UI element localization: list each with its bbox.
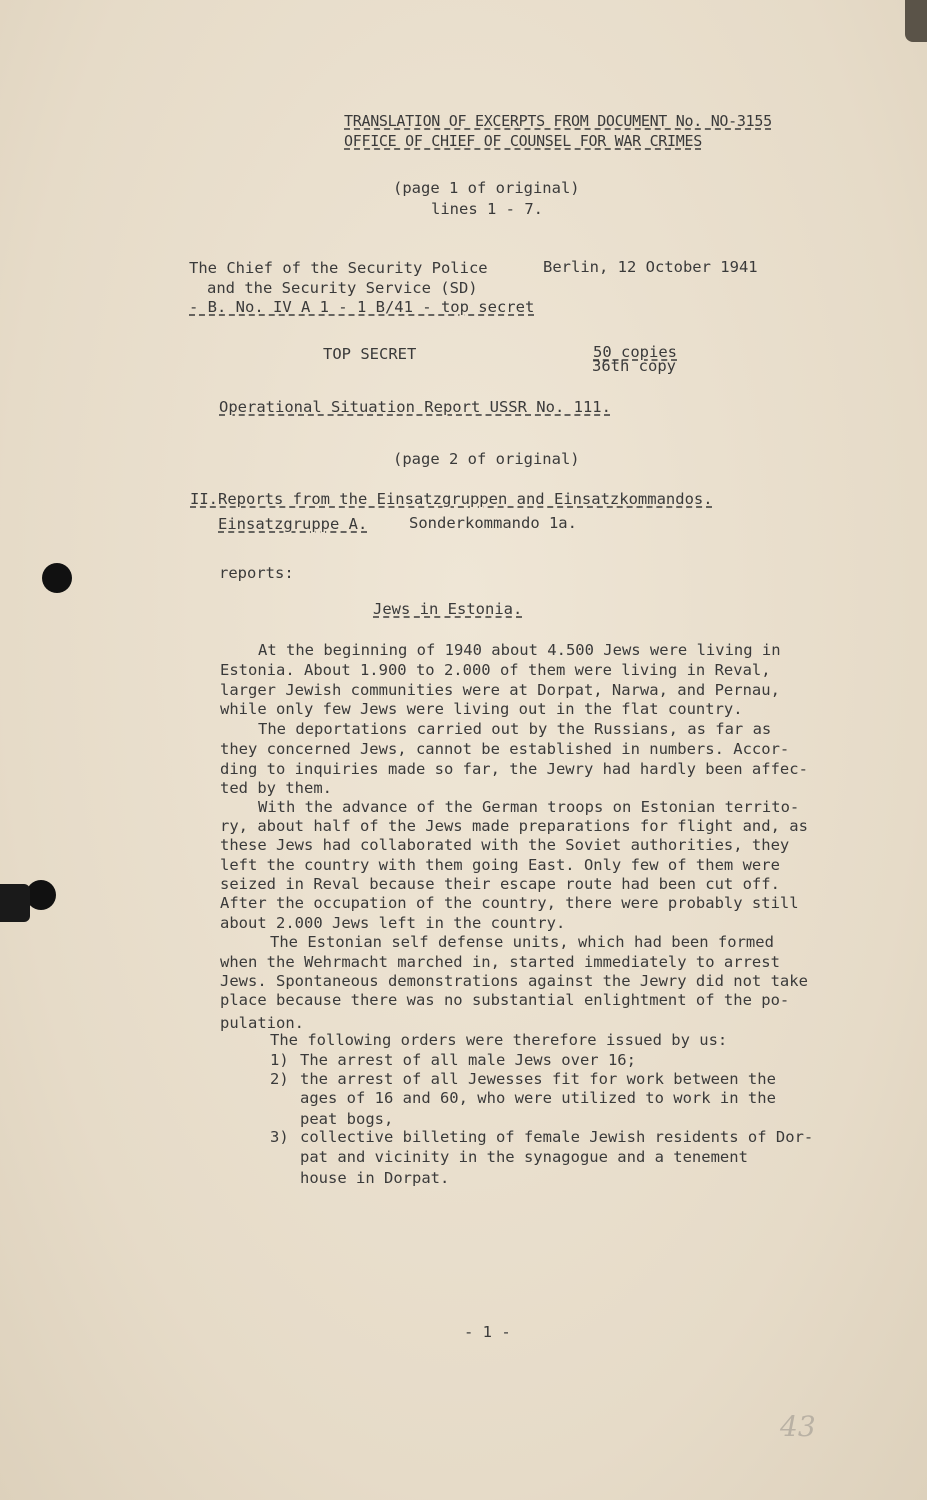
einsatzgruppe-label: Einsatzgruppe A. (218, 515, 368, 533)
body-line: After the occupation of the country, there were probably still (220, 894, 799, 912)
page-number: - 1 - (464, 1323, 511, 1341)
sender-line-1: The Chief of the Security Police (189, 259, 488, 277)
order-number: 2) (270, 1070, 289, 1088)
page-ref-1-line-1: (page 1 of original) (393, 179, 580, 197)
body-line: The Estonian self defense units, which had been formed (270, 933, 774, 951)
sonderkommando-label: Sonderkommando 1a. (409, 514, 577, 532)
sender-line-2: and the Security Service (SD) (207, 279, 478, 297)
body-line: seized in Reval because their escape route had been cut off. (220, 875, 780, 893)
punch-hole-bottom (26, 880, 56, 910)
body-line: larger Jewish communities were at Dorpat, Narwa, and Pernau, (220, 681, 780, 699)
subtitle: Jews in Estonia. (373, 600, 523, 618)
header-line-1: TRANSLATION OF EXCERPTS FROM DOCUMENT No. NO-3155 (344, 112, 772, 130)
reports-label: reports: (219, 564, 294, 582)
page-ref-1-line-2: lines 1 - 7. (431, 200, 543, 218)
body-line: pulation. (220, 1014, 304, 1032)
header-line-2: OFFICE OF CHIEF OF COUNSEL FOR WAR CRIMES (344, 132, 702, 150)
report-title: Operational Situation Report USSR No. 111. (219, 398, 611, 416)
classification-label: TOP SECRET (323, 345, 417, 363)
body-line: With the advance of the German troops on Estonian territo- (258, 798, 800, 816)
body-line: ding to inquiries made so far, the Jewry had hardly been affec- (220, 760, 808, 778)
body-line: place because there was no substantial enlightment of the po- (220, 991, 790, 1009)
order-text: The arrest of all male Jews over 16; (300, 1051, 636, 1069)
order-number: 1) (270, 1051, 289, 1069)
order-text: ages of 16 and 60, who were utilized to work in the (300, 1089, 776, 1107)
body-line: At the beginning of 1940 about 4.500 Jews were living in (258, 641, 781, 659)
copy-number: 36th copy (592, 357, 676, 375)
body-line: Estonia. About 1.900 to 2.000 of them were living in Reval, (220, 661, 771, 679)
section-heading: II.Reports from the Einsatzgruppen and Einsatzkommandos. (190, 490, 713, 508)
copies-count: 50 copies (593, 343, 677, 361)
top-right-fold (905, 0, 927, 42)
order-text: peat bogs, (300, 1110, 394, 1128)
body-line: when the Wehrmacht marched in, started immediately to arrest (220, 953, 780, 971)
order-number: 3) (270, 1128, 289, 1146)
body-line: ted by them. (220, 779, 332, 797)
body-line: about 2.000 Jews left in the country. (220, 914, 566, 932)
body-line: The following orders were therefore issued by us: (270, 1031, 728, 1049)
pencil-annotation: 43 (780, 1410, 816, 1443)
body-line: Jews. Spontaneous demonstrations against the Jewry did not take (220, 972, 808, 990)
order-text: the arrest of all Jewesses fit for work between the (300, 1070, 776, 1088)
punch-hole-top (42, 563, 72, 593)
body-line: left the country with them going East. Only few of them were (220, 856, 780, 874)
order-text: collective billeting of female Jewish residents of Dor- (300, 1128, 814, 1146)
body-line: they concerned Jews, cannot be established in numbers. Accor- (220, 740, 790, 758)
body-line: while only few Jews were living out in the flat country. (220, 700, 743, 718)
place-date: Berlin, 12 October 1941 (543, 258, 758, 276)
order-text: house in Dorpat. (300, 1169, 450, 1187)
body-line: these Jews had collaborated with the Soviet authorities, they (220, 836, 790, 854)
body-line: The deportations carried out by the Russians, as far as (258, 720, 772, 738)
body-line: ry, about half of the Jews made preparations for flight and, as (220, 817, 808, 835)
page-ref-2: (page 2 of original) (393, 450, 580, 468)
sender-reference: - B. No. IV A 1 - 1 B/41 - top secret (189, 298, 535, 316)
order-text: pat and vicinity in the synagogue and a tenement (300, 1148, 748, 1166)
binder-clip (0, 884, 30, 922)
